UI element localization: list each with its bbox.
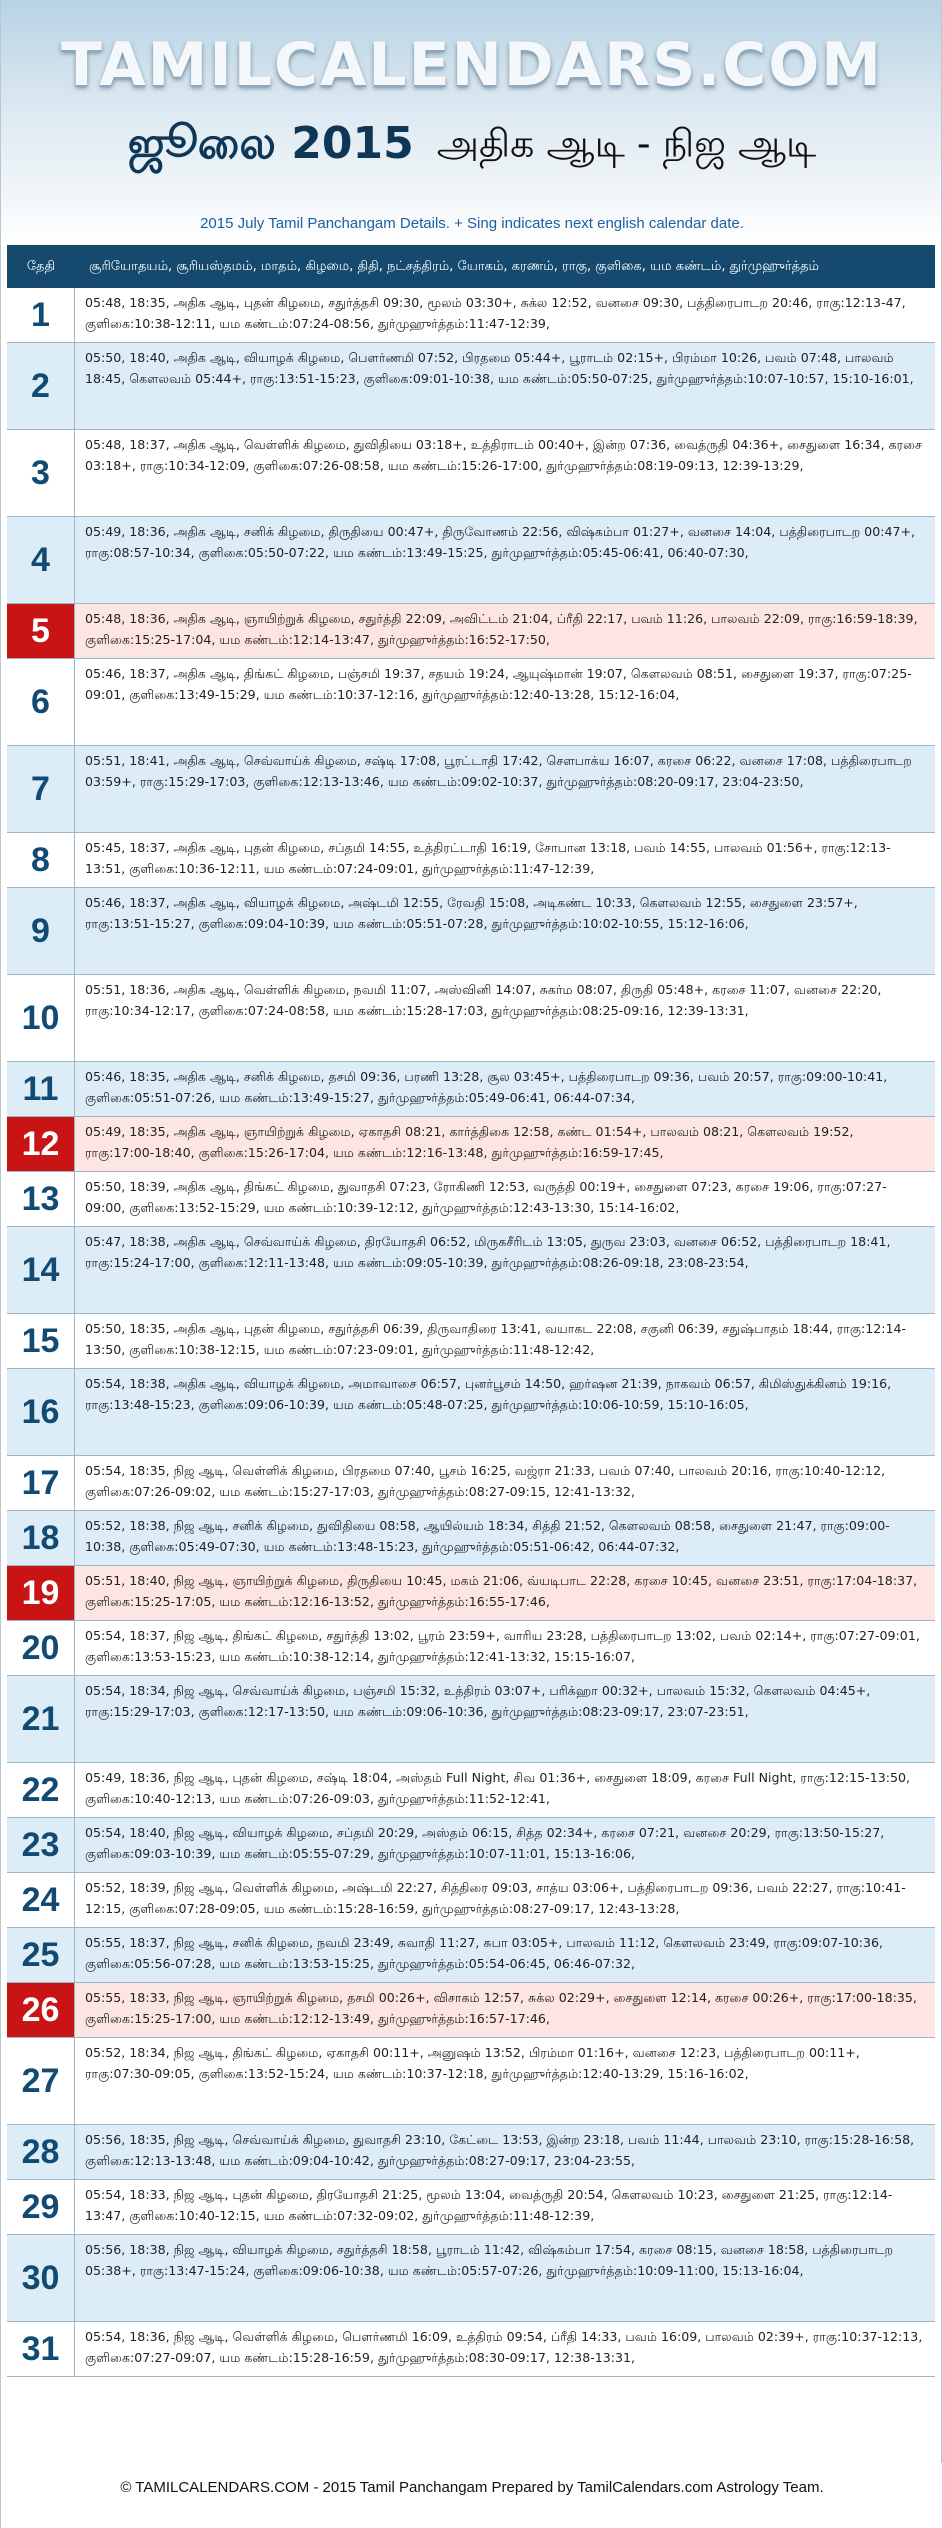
day-details: 05:49, 18:36, அதிக ஆடி, சனிக் கிழமை, திருதியை 00:47+, திருவோணம் 22:56, விஷ்கம்பா 01:27+, வனசை 14:04, பத்திரைபாடற 00:47+, ராகு:08:57-10:34, குளிகை:05:50-07:22, யம கண்டம்:13:49-15:25, துர்முஹுர்த்தம்:05:45-06:41, 06:40-07:30, xyxy=(85,524,916,560)
day-number: 16 xyxy=(7,1369,75,1455)
day-number: 15 xyxy=(7,1314,75,1368)
table-row xyxy=(7,1117,935,1172)
day-number: 13 xyxy=(7,1172,75,1226)
date-column-header: தேதி xyxy=(26,258,56,274)
month-title xyxy=(1,118,942,175)
table-row xyxy=(7,1621,935,1676)
day-number: 18 xyxy=(7,1511,75,1565)
table-row xyxy=(7,1511,935,1566)
table-row xyxy=(7,975,935,1062)
table-row xyxy=(7,2235,935,2322)
day-details: 05:55, 18:37, நிஜ ஆடி, சனிக் கிழமை, நவமி 23:49, சுவாதி 11:27, சுபா 03:05+, பாலவம் 11:12, கௌலவம் 23:49, ராகு:09:07-10:36, குளிகை:05:56-07:28, யம கண்டம்:13:53-15:25, துர்முஹுர்த்தம்:05:54-06:45, 06:46-07:32, xyxy=(85,1935,884,1971)
calendar-table xyxy=(7,288,935,2377)
table-row xyxy=(7,1983,935,2038)
table-row xyxy=(7,1566,935,1621)
day-number: 21 xyxy=(7,1676,75,1762)
details-column-header: சூரியோதயம், சூரியஸ்தமம், மாதம், கிழமை, திதி, நட்சத்திரம், யோகம், கரணம், ராகு, குளிகை, யம கண்டம், துர்முஹுர்த்தம் xyxy=(89,258,819,274)
header-banner xyxy=(1,0,941,245)
day-details: 05:46, 18:35, அதிக ஆடி, சனிக் கிழமை, தசமி 09:36, பரணி 13:28, சூல 03:45+, பத்திரைபாடற 09:36, பவம் 20:57, ராகு:09:00-10:41, குளிகை:05:51-07:26, யம கண்டம்:13:49-15:27, துர்முஹுர்த்தம்:05:49-06:41, 06:44-07:34, xyxy=(85,1069,888,1105)
day-number: 6 xyxy=(7,659,75,745)
day-details: 05:56, 18:35, நிஜ ஆடி, செவ்வாய்க் கிழமை, துவாதசி 23:10, கேட்டை 13:53, இன்ற 23:18, பவம் 11:44, பாலவம் 23:10, ராகு:15:28-16:58, குளிகை:12:13-13:48, யம கண்டம்:09:04-10:42, துர்முஹுர்த்தம்:08:27-09:17, 23:04-23:55, xyxy=(85,2132,915,2168)
day-details: 05:48, 18:35, அதிக ஆடி, புதன் கிழமை, சதுர்த்தசி 09:30, மூலம் 03:30+, சுக்ல 12:52, வனசை 09:30, பத்திரைபாடற 20:46, ராகு:12:13-47, குளிகை:10:38-12:11, யம கண்டம்:07:24-08:56, துர்முஹுர்த்தம்:11:47-12:39, xyxy=(85,295,906,331)
day-number: 8 xyxy=(7,833,75,887)
day-number: 29 xyxy=(7,2180,75,2234)
table-row xyxy=(7,2125,935,2180)
table-row xyxy=(7,2180,935,2235)
day-details: 05:55, 18:33, நிஜ ஆடி, ஞாயிற்றுக் கிழமை, தசமி 00:26+, விசாகம் 12:57, சுக்ல 02:29+, சைதுளை 12:14, கரசை 00:26+, ராகு:17:00-18:35, குளிகை:15:25-17:00, யம கண்டம்:12:12-13:49, துர்முஹுர்த்தம்:16:57-17:46, xyxy=(85,1990,917,2026)
day-details: 05:45, 18:37, அதிக ஆடி, புதன் கிழமை, சப்தமி 14:55, உத்திரட்டாதி 16:19, சோபான 13:18, பவம் 14:55, பாலவம் 01:56+, ராகு:12:13-13:51, குளிகை:10:36-12:11, யம கண்டம்:07:24-09:01, துர்முஹுர்த்தம்:11:47-12:39, xyxy=(85,840,891,876)
footer: © TAMILCALENDARS.COM - 2015 Tamil Panchangam Prepared by TamilCalendars.com Astrology Team. xyxy=(1,2463,942,2528)
table-row xyxy=(7,1676,935,1763)
table-row xyxy=(7,430,935,517)
table-row xyxy=(7,1062,935,1117)
day-details: 05:54, 18:40, நிஜ ஆடி, வியாழக் கிழமை, சப்தமி 20:29, அஸ்தம் 06:15, சித்த 02:34+, கரசை 07:21, வனசை 20:29, ராகு:13:50-15:27, குளிகை:09:03-10:39, யம கண்டம்:05:55-07:29, துர்முஹுர்த்தம்:10:07-11:01, 15:13-16:06, xyxy=(85,1825,885,1861)
day-details: 05:46, 18:37, அதிக ஆடி, திங்கட் கிழமை, பஞ்சமி 19:37, சதயம் 19:24, ஆயுஷ்மான் 19:07, கௌலவம் 08:51, சைதுளை 19:37, ராகு:07:25-09:01, குளிகை:13:49-15:29, யம கண்டம்:10:37-12:16, துர்முஹுர்த்தம்:12:40-13:28, 15:12-16:04, xyxy=(85,666,912,702)
table-row xyxy=(7,2322,935,2377)
table-row xyxy=(7,746,935,833)
month-year-label: ஜூலை 2015 xyxy=(127,118,414,169)
day-details: 05:54, 18:38, அதிக ஆடி, வியாழக் கிழமை, அமாவாசை 06:57, புனர்பூசம் 14:50, ஹர்ஷன 21:39, நாகவம் 06:57, கிமிஸ்துக்கினம் 19:16, ராகு:13:48-15:23, குளிகை:09:06-10:39, யம கண்டம்:05:48-07:25, துர்முஹுர்த்தம்:10:06-10:59, 15:10-16:05, xyxy=(85,1376,892,1412)
day-details: 05:50, 18:40, அதிக ஆடி, வியாழக் கிழமை, பௌர்ணமி 07:52, பிரதமை 05:44+, பூராடம் 02:15+, பிரம்மா 10:26, பவம் 07:48, பாலவம் 18:45, கௌலவம் 05:44+, ராகு:13:51-15:23, குளிகை:09:01-10:38, யம கண்டம்:05:50-07:25, துர்முஹுர்த்தம்:10:07-10:57, 15:10-16:01, xyxy=(85,350,914,386)
day-details: 05:52, 18:39, நிஜ ஆடி, வெள்ளிக் கிழமை, அஷ்டமி 22:27, சித்திரை 09:03, சாத்ய 03:06+, பத்திரைபாடற 09:36, பவம் 22:27, ராகு:10:41-12:15, குளிகை:07:28-09:05, யம கண்டம்:15:28-16:59, துர்முஹுர்த்தம்:08:27-09:17, 12:43-13:28, xyxy=(85,1880,906,1916)
day-details: 05:54, 18:33, நிஜ ஆடி, புதன் கிழமை, திரயோதசி 21:25, மூலம் 13:04, வைத்ருதி 20:54, கௌலவம் 10:23, சைதுளை 21:25, ராகு:12:14-13:47, குளிகை:10:40-12:15, யம கண்டம்:07:32-09:02, துர்முஹுர்த்தம்:11:48-12:39, xyxy=(85,2187,893,2223)
day-number: 1 xyxy=(7,288,75,342)
table-row xyxy=(7,1763,935,1818)
table-row xyxy=(7,888,935,975)
table-header xyxy=(7,245,935,288)
day-number: 17 xyxy=(7,1456,75,1510)
day-number: 9 xyxy=(7,888,75,974)
day-number: 2 xyxy=(7,343,75,429)
tamil-month-label: அதிக ஆடி - நிஜ ஆடி xyxy=(436,121,817,166)
day-details: 05:51, 18:40, நிஜ ஆடி, ஞாயிற்றுக் கிழமை, திருதியை 10:45, மகம் 21:06, வ்யடிபாட 22:28, கரசை 10:45, வனசை 23:51, ராகு:17:04-18:37, குளிகை:15:25-17:05, யம கண்டம்:12:16-13:52, துர்முஹுர்த்தம்:16:55-17:46, xyxy=(85,1573,918,1609)
day-details: 05:47, 18:38, அதிக ஆடி, செவ்வாய்க் கிழமை, திரயோதசி 06:52, மிருகசீரிடம் 13:05, துருவ 23:03, வனசை 06:52, பத்திரைபாடற 18:41, ராகு:15:24-17:00, குளிகை:12:11-13:48, யம கண்டம்:09:05-10:39, துர்முஹுர்த்தம்:08:26-09:18, 23:08-23:54, xyxy=(85,1234,891,1270)
day-number: 27 xyxy=(7,2038,75,2124)
table-row xyxy=(7,343,935,430)
day-number: 30 xyxy=(7,2235,75,2321)
day-number: 12 xyxy=(7,1117,75,1171)
day-details: 05:54, 18:34, நிஜ ஆடி, செவ்வாய்க் கிழமை, பஞ்சமி 15:32, உத்திரம் 03:07+, பரிக்ஹா 00:32+, பாலவம் 15:32, கௌலவம் 04:45+, ராகு:15:29-17:03, குளிகை:12:17-13:50, யம கண்டம்:09:06-10:36, துர்முஹுர்த்தம்:08:23-09:17, 23:07-23:51, xyxy=(85,1683,871,1719)
day-number: 11 xyxy=(7,1062,75,1116)
day-details: 05:46, 18:37, அதிக ஆடி, வியாழக் கிழமை, அஷ்டமி 12:55, ரேவதி 15:08, அடிகண்ட 10:33, கௌலவம் 12:55, சைதுளை 23:57+, ராகு:13:51-15:27, குளிகை:09:04-10:39, யம கண்டம்:05:51-07:28, துர்முஹுர்த்தம்:10:02-10:55, 15:12-16:06, xyxy=(85,895,858,931)
day-number: 26 xyxy=(7,1983,75,2037)
table-row xyxy=(7,288,935,343)
day-number: 23 xyxy=(7,1818,75,1872)
day-details: 05:48, 18:37, அதிக ஆடி, வெள்ளிக் கிழமை, துவிதியை 03:18+, உத்திராடம் 00:40+, இன்ற 07:36, வைத்ருதி 04:36+, சைதுளை 16:34, கரசை 03:18+, ராகு:10:34-12:09, குளிகை:07:26-08:58, யம கண்டம்:15:26-17:00, துர்முஹுர்த்தம்:08:19-09:13, 12:39-13:29, xyxy=(85,437,923,473)
table-row xyxy=(7,604,935,659)
day-number: 19 xyxy=(7,1566,75,1620)
table-row xyxy=(7,1456,935,1511)
day-number: 22 xyxy=(7,1763,75,1817)
day-number: 5 xyxy=(7,604,75,658)
day-details: 05:50, 18:35, அதிக ஆடி, புதன் கிழமை, சதுர்த்தசி 06:39, திருவாதிரை 13:41, வயாகட 22:08, சகுனி 06:39, சதுஷ்பாதம் 18:44, ராகு:12:14-13:50, குளிகை:10:38-12:15, யம கண்டம்:07:23-09:01, துர்முஹுர்த்தம்:11:48-12:42, xyxy=(85,1321,907,1357)
table-row xyxy=(7,1172,935,1227)
day-number: 4 xyxy=(7,517,75,603)
table-row xyxy=(7,1928,935,1983)
day-details: 05:51, 18:41, அதிக ஆடி, செவ்வாய்க் கிழமை, சஷ்டி 17:08, பூரட்டாதி 17:42, சௌபாக்ய 16:07, கரசை 06:22, வனசை 17:08, பத்திரைபாடற 03:59+, ராகு:15:29-17:03, குளிகை:12:13-13:46, யம கண்டம்:09:02-10:37, துர்முஹுர்த்தம்:08:20-09:17, 23:04-23:50, xyxy=(85,753,912,789)
day-details: 05:48, 18:36, அதிக ஆடி, ஞாயிற்றுக் கிழமை, சதுர்த்தி 22:09, அவிட்டம் 21:04, ப்ரீதி 22:17, பவம் 11:26, பாலவம் 22:09, ராகு:16:59-18:39, குளிகை:15:25-17:04, யம கண்டம்:12:14-13:47, துர்முஹுர்த்தம்:16:52-17:50, xyxy=(85,611,918,647)
table-row xyxy=(7,1873,935,1928)
day-details: 05:54, 18:36, நிஜ ஆடி, வெள்ளிக் கிழமை, பௌர்ணமி 16:09, உத்திரம் 09:54, ப்ரீதி 14:33, பவம் 16:09, பாலவம் 02:39+, ராகு:10:37-12:13, குளிகை:07:27-09:07, யம கண்டம்:15:28-16:59, துர்முஹுர்த்தம்:08:30-09:17, 12:38-13:31, xyxy=(85,2329,923,2365)
day-details: 05:49, 18:35, அதிக ஆடி, ஞாயிற்றுக் கிழமை, ஏகாதசி 08:21, கார்த்திகை 12:58, கண்ட 01:54+, பாலவம் 08:21, கௌலவம் 19:52, ராகு:17:00-18:40, குளிகை:15:26-17:04, யம கண்டம்:12:16-13:48, துர்முஹுர்த்தம்:16:59-17:45, xyxy=(85,1124,854,1160)
day-number: 20 xyxy=(7,1621,75,1675)
day-number: 24 xyxy=(7,1873,75,1927)
day-details: 05:56, 18:38, நிஜ ஆடி, வியாழக் கிழமை, சதுர்த்தசி 18:58, பூராடம் 11:42, விஷ்கம்பா 17:54, கரசை 08:15, வனசை 18:58, பத்திரைபாடற 05:38+, ராகு:13:47-15:24, குளிகை:09:06-10:38, யம கண்டம்:05:57-07:26, துர்முஹுர்த்தம்:10:09-11:00, 15:13-16:04, xyxy=(85,2242,894,2278)
day-details: 05:52, 18:38, நிஜ ஆடி, சனிக் கிழமை, துவிதியை 08:58, ஆயில்யம் 18:34, சித்தி 21:52, கௌலவம் 08:58, சைதுளை 21:47, ராகு:09:00-10:38, குளிகை:05:49-07:30, யம கண்டம்:13:48-15:23, துர்முஹுர்த்தம்:05:51-06:42, 06:44-07:32, xyxy=(85,1518,890,1554)
day-number: 31 xyxy=(7,2322,75,2376)
table-row xyxy=(7,659,935,746)
day-details: 05:51, 18:36, அதிக ஆடி, வெள்ளிக் கிழமை, நவமி 11:07, அஸ்வினி 14:07, சுகர்ம 08:07, திருதி 05:48+, கரசை 11:07, வனசை 22:20, ராகு:10:34-12:17, குளிகை:07:24-08:58, யம கண்டம்:15:28-17:03, துர்முஹுர்த்தம்:08:25-09:16, 12:39-13:31, xyxy=(85,982,882,1018)
day-number: 10 xyxy=(7,975,75,1061)
day-details: 05:54, 18:35, நிஜ ஆடி, வெள்ளிக் கிழமை, பிரதமை 07:40, பூசம் 16:25, வஜ்ரா 21:33, பவம் 07:40, பாலவம் 20:16, ராகு:10:40-12:12, குளிகை:07:26-09:02, யம கண்டம்:15:27-17:03, துர்முஹுர்த்தம்:08:27-09:15, 12:41-13:32, xyxy=(85,1463,886,1499)
table-row xyxy=(7,1227,935,1314)
day-number: 25 xyxy=(7,1928,75,1982)
table-row xyxy=(7,1818,935,1873)
table-row xyxy=(7,517,935,604)
day-details: 05:49, 18:36, நிஜ ஆடி, புதன் கிழமை, சஷ்டி 18:04, அஸ்தம் Full Night, சிவ 01:36+, சைதுளை 18:09, கரசை Full Night, ராகு:12:15-13:50, குளிகை:10:40-12:13, யம கண்டம்:07:26-09:03, துர்முஹுர்த்தம்:11:52-12:41, xyxy=(85,1770,911,1806)
day-details: 05:50, 18:39, அதிக ஆடி, திங்கட் கிழமை, துவாதசி 07:23, ரோகிணி 12:53, வருத்தி 00:19+, சைதுளை 07:23, கரசை 19:06, ராகு:07:27-09:00, குளிகை:13:52-15:29, யம கண்டம்:10:39-12:12, துர்முஹுர்த்தம்:12:43-13:30, 15:14-16:02, xyxy=(85,1179,887,1215)
day-details: 05:52, 18:34, நிஜ ஆடி, திங்கட் கிழமை, ஏகாதசி 00:11+, அனுஷம் 13:52, பிரம்மா 01:16+, வனசை 12:23, பத்திரைபாடற 00:11+, ராகு:07:30-09:05, குளிகை:13:52-15:24, யம கண்டம்:10:37-12:18, துர்முஹுர்த்தம்:12:40-13:29, 15:16-16:02, xyxy=(85,2045,860,2081)
table-row xyxy=(7,833,935,888)
day-number: 3 xyxy=(7,430,75,516)
table-row xyxy=(7,2038,935,2125)
table-row xyxy=(7,1369,935,1456)
day-details: 05:54, 18:37, நிஜ ஆடி, திங்கட் கிழமை, சதுர்த்தி 13:02, பூரம் 23:59+, வாரிய 23:28, பத்திரைபாடற 13:02, பவம் 02:14+, ராகு:07:27-09:01, குளிகை:13:53-15:23, யம கண்டம்:10:38-12:14, துர்முஹுர்த்தம்:12:41-13:32, 15:15-16:07, xyxy=(85,1628,920,1664)
table-row xyxy=(7,1314,935,1369)
day-number: 14 xyxy=(7,1227,75,1313)
tagline: 2015 July Tamil Panchangam Details. + Sing indicates next english calendar date. xyxy=(200,215,744,232)
site-title[interactable]: TAMILCALENDARS.COM xyxy=(60,30,884,100)
day-number: 28 xyxy=(7,2125,75,2179)
day-number: 7 xyxy=(7,746,75,832)
